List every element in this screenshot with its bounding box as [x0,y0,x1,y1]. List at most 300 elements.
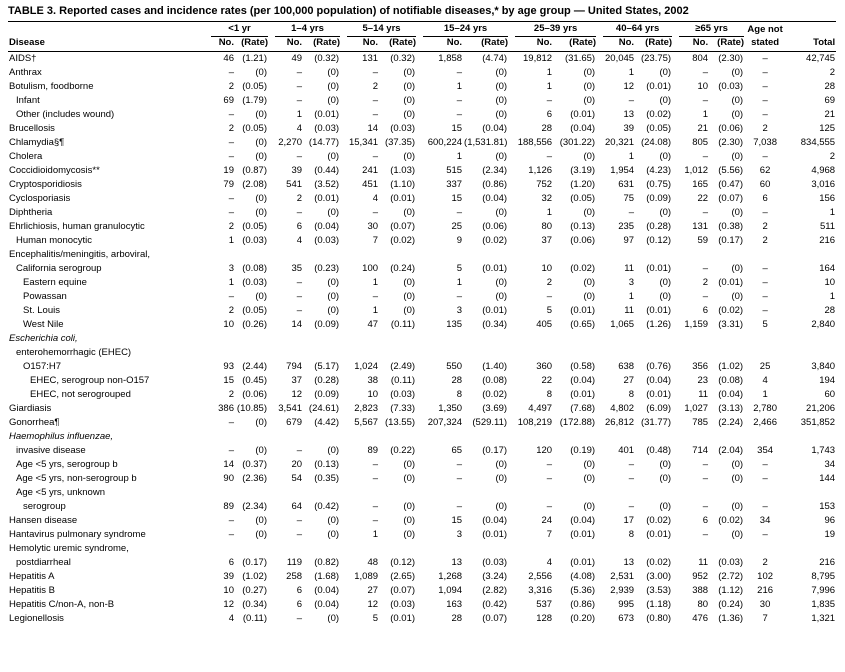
age-not-stated-cell: 34 [759,515,771,526]
count-cell [510,248,554,262]
rate-cell: (1.12) [718,585,744,596]
rate-cell: (37.35) [384,137,416,148]
count-cell: 35 [291,263,303,274]
table-row [8,402,836,416]
count-cell: – [546,151,553,162]
rate-cell: (0.03) [242,235,268,246]
disease-label: Coccidioidomycosis** [9,165,100,176]
rate-cell: (0) [403,529,416,540]
count-cell: 1 [456,277,463,288]
section-header-row [8,332,836,346]
count-cell: 119 [286,557,303,568]
col-no: No. [674,37,710,52]
rate-cell [464,430,510,444]
rate-cell: (0) [583,151,596,162]
rate-cell: (0) [255,109,268,120]
age-group-label: <1 yr [211,23,268,37]
count-cell: 13 [623,557,635,568]
disease-label: Haemophilus influenzae, [9,431,114,442]
col-no: No. [418,37,464,52]
rate-cell: (2.72) [718,571,744,582]
count-cell: 28 [451,375,463,386]
count-cell: 3 [628,277,635,288]
count-cell: – [702,459,709,470]
count-cell: 1 [228,277,234,288]
col-rate: (Rate) [380,37,418,52]
rate-cell: (0.58) [570,361,596,372]
rate-cell: (0.17) [718,235,744,246]
rate-cell: (0) [327,151,340,162]
rate-cell: (0.01) [570,389,596,400]
count-cell: – [628,207,635,218]
rate-cell [710,542,746,556]
count-cell: 4 [546,557,553,568]
count-cell: – [296,529,303,540]
disease-label: Infant [16,95,40,106]
rate-cell: (0.09) [314,319,340,330]
disease-label: West Nile [23,319,64,330]
rate-cell: (5.56) [718,165,744,176]
count-cell: 23 [697,375,709,386]
count-cell: 360 [536,361,553,372]
rate-cell [554,486,598,500]
count-cell: – [546,473,553,484]
rate-cell: (0.02) [646,557,672,568]
count-cell: 2 [228,123,234,134]
table-row [8,276,836,290]
total-cell: 834,555 [800,137,836,148]
age-group-label: 1–4 yrs [275,23,340,37]
rate-cell [380,542,418,556]
count-cell: – [228,291,234,302]
count-cell: 38 [367,375,379,386]
rate-cell: (0.06) [570,235,596,246]
count-cell: 7 [546,529,553,540]
count-cell [674,248,710,262]
total-cell: 1,835 [811,599,836,610]
rate-cell: (0.03) [242,277,268,288]
count-cell [674,346,710,360]
rate-cell: (0) [327,515,340,526]
age-not-stated-cell: 2,780 [753,403,777,414]
rate-cell: (0.34) [482,319,508,330]
rate-cell: (0.13) [314,459,340,470]
total-cell: 125 [819,123,836,134]
total-cell [788,332,836,346]
rate-cell: (0.17) [242,557,268,568]
rate-cell: (0.01) [482,305,508,316]
total-cell: 19 [824,529,836,540]
rate-cell: (2.44) [242,361,268,372]
age-not-stated-cell: 7,038 [753,137,777,148]
count-cell: 1,159 [684,319,709,330]
rate-cell: (1.26) [646,319,672,330]
count-cell: – [456,459,463,470]
rate-cell: (301.22) [559,137,596,148]
count-cell: – [228,151,234,162]
disease-label: Cholera [9,151,43,162]
disease-label: Chlamydia§¶ [9,137,65,148]
count-cell: 1,268 [438,571,463,582]
rate-cell: (0) [403,81,416,92]
table-row [8,150,836,164]
count-cell: 11 [698,557,709,568]
rate-cell [554,430,598,444]
count-cell [270,332,304,346]
count-cell: 1 [372,529,379,540]
count-cell: 3,316 [528,585,553,596]
rate-cell: (0.32) [390,53,416,64]
count-cell: 3 [456,529,463,540]
total-cell [788,346,836,360]
disease-label: Age <5 yrs, unknown [16,487,105,498]
rate-cell: (0.03) [314,123,340,134]
rate-cell [380,346,418,360]
disease-label: Anthrax [9,67,42,78]
count-cell: 2 [228,81,234,92]
rate-cell: (0.24) [718,599,744,610]
table-row [8,472,836,486]
count-cell: 108,219 [517,417,553,428]
count-cell: – [372,109,379,120]
total-cell: 216 [819,235,836,246]
rate-cell: (4.23) [646,165,672,176]
rate-cell: (529.11) [472,417,508,428]
count-cell: 2 [228,305,234,316]
rate-cell: (0) [327,277,340,288]
count-cell: – [372,291,379,302]
count-cell: 6 [702,515,709,526]
count-cell [206,542,236,556]
rate-cell: (24.08) [640,137,672,148]
rate-cell: (1.21) [242,53,268,64]
rate-cell: (0.11) [390,375,416,386]
age-group-label: 5–14 yrs [347,23,416,37]
table-row [8,66,836,80]
rate-cell: (0.01) [482,529,508,540]
count-cell: 1 [372,305,379,316]
count-cell [342,542,380,556]
count-cell: 1 [628,67,635,78]
rate-cell [304,332,342,346]
count-cell: 5 [456,263,463,274]
count-cell: – [628,95,635,106]
age-not-stated-cell [746,486,788,500]
count-cell: 79 [223,179,234,190]
rate-cell: (0.08) [242,263,268,274]
count-cell: 17 [623,515,635,526]
total-cell: 156 [819,193,836,204]
rate-cell: (2.34) [482,165,508,176]
rate-cell: (0) [659,473,672,484]
count-cell: 120 [536,445,553,456]
rate-cell: (0.01) [570,557,596,568]
rate-cell: (0.28) [314,375,340,386]
count-cell: – [628,459,635,470]
rate-cell: (2.36) [242,473,268,484]
rate-cell: (0) [731,207,744,218]
disease-label: Human monocytic [16,235,93,246]
table-row [8,290,836,304]
table-row [8,388,836,402]
count-cell: 356 [692,361,709,372]
rate-cell: (0) [731,291,744,302]
disease-label: EHEC, serogroup non-O157 [30,375,150,386]
rate-cell: (0) [659,151,672,162]
count-cell: 69 [223,95,234,106]
table-row [8,108,836,122]
count-cell [342,332,380,346]
rate-cell: (0.01) [482,263,508,274]
count-cell: 4 [372,193,379,204]
rate-cell: (2.82) [482,585,508,596]
count-cell: 550 [446,361,463,372]
count-cell: 785 [692,417,709,428]
count-cell: – [372,151,379,162]
rate-cell: (0.26) [242,319,268,330]
rate-cell: (4.08) [570,571,596,582]
count-cell: – [702,67,709,78]
count-cell: 2 [372,81,379,92]
count-cell: 4 [296,235,303,246]
count-cell: – [628,501,635,512]
col-no: No. [598,37,636,52]
total-cell: 1 [829,207,836,218]
age-not-stated-cell: – [762,95,768,106]
rate-cell: (0.09) [314,389,340,400]
count-cell: – [296,207,303,218]
rate-cell [236,486,270,500]
rate-cell: (0) [255,151,268,162]
count-cell: 1,024 [354,361,379,372]
disease-label: Gonorrhea¶ [9,417,60,428]
rate-cell: (1.68) [314,571,340,582]
count-cell: – [456,291,463,302]
rate-cell: (3.19) [570,165,596,176]
count-cell: 3 [228,263,234,274]
rate-cell: (0) [403,473,416,484]
rate-cell: (0.04) [570,375,596,386]
count-cell: 80 [541,221,553,232]
section-header-row [8,430,836,444]
rate-cell [236,346,270,360]
count-cell: – [228,109,234,120]
count-cell: 26,812 [605,417,635,428]
age-not-stated-cell: 102 [757,571,774,582]
count-cell: 10 [367,389,379,400]
rate-cell: (0.07) [390,221,416,232]
count-cell: – [228,417,234,428]
rate-cell: (0.27) [242,585,268,596]
rate-cell: (0.24) [390,263,416,274]
count-cell: 207,324 [427,417,463,428]
count-cell: – [702,95,709,106]
rate-cell: (0) [255,291,268,302]
total-cell: 216 [819,557,836,568]
table-row [8,136,836,150]
total-cell: 2 [829,67,836,78]
count-cell: 4,802 [610,403,635,414]
rate-cell [304,248,342,262]
rate-cell: (0.03) [390,389,416,400]
count-cell [342,430,380,444]
count-cell: 1 [456,81,463,92]
age-not-stated-cell: 216 [757,585,774,596]
count-cell: 54 [291,473,303,484]
age-not-stated-cell [746,346,788,360]
rate-cell: (0.01) [570,305,596,316]
rate-cell: (0.17) [482,445,508,456]
count-cell: 10 [223,319,234,330]
age-not-stated-cell: – [762,109,768,120]
rate-cell: (0) [403,95,416,106]
count-cell: 12 [291,389,303,400]
rate-cell: (3.13) [718,403,744,414]
rate-cell: (0) [583,67,596,78]
rate-cell: (0.01) [570,109,596,120]
rate-cell: (0) [255,193,268,204]
count-cell: – [372,459,379,470]
rate-cell: (0) [659,459,672,470]
count-cell: 1 [372,277,379,288]
count-cell: 2 [228,389,234,400]
disease-label: Cyclosporiasis [9,193,71,204]
total-cell: 194 [819,375,836,386]
rate-cell: (0.04) [570,515,596,526]
total-cell [788,430,836,444]
disease-label: invasive disease [16,445,86,456]
rate-cell: (0.06) [482,221,508,232]
rate-cell: (0) [327,95,340,106]
count-cell: – [296,67,303,78]
total-cell: 3,016 [811,179,836,190]
disease-label: Botulism, foodborne [9,81,94,92]
rate-cell: (0) [731,109,744,120]
count-cell: – [546,459,553,470]
rate-cell: (0.12) [646,235,672,246]
count-cell: 638 [618,361,635,372]
table-row [8,206,836,220]
rate-cell: (5.36) [570,585,596,596]
rate-cell: (0) [255,417,268,428]
table-row [8,360,836,374]
count-cell: 20,321 [605,137,635,148]
rate-cell: (0.01) [314,109,340,120]
count-cell: – [296,515,303,526]
rate-cell [464,248,510,262]
rate-cell [464,486,510,500]
rate-cell: (0) [327,445,340,456]
count-cell [418,332,464,346]
rate-cell: (0.01) [646,389,672,400]
count-cell [270,430,304,444]
rate-cell: (0) [403,501,416,512]
count-cell: – [456,109,463,120]
rate-cell: (0) [495,473,508,484]
count-cell: – [296,81,303,92]
col-rate: (Rate) [304,37,342,52]
count-cell: 337 [446,179,463,190]
rate-cell: (0) [583,95,596,106]
disease-label: Hemolytic uremic syndrome, [9,543,129,554]
rate-cell: (0) [659,277,672,288]
age-not-stated-cell: – [762,291,768,302]
count-cell: 10 [223,585,234,596]
rate-cell: (1.03) [390,165,416,176]
count-cell: – [296,151,303,162]
count-cell [342,248,380,262]
rate-cell: (0.05) [242,305,268,316]
count-cell: 6 [296,221,303,232]
rate-cell: (0) [495,151,508,162]
table-row [8,164,836,178]
total-cell: 34 [824,459,836,470]
rate-cell: (3.53) [646,585,672,596]
count-cell: – [372,95,379,106]
count-cell: 15,341 [348,137,379,148]
count-cell [598,248,636,262]
count-cell: 14 [367,123,379,134]
age-not-stated-cell: – [762,305,768,316]
table-row [8,234,836,248]
col-group-under-1yr [206,23,270,37]
count-cell: 131 [362,53,379,64]
rate-cell: (0.01) [390,193,416,204]
rate-cell [380,486,418,500]
count-cell: 714 [692,445,709,456]
disease-label: Diphtheria [9,207,53,218]
rate-cell: (0.03) [718,81,744,92]
count-cell: – [372,515,379,526]
rate-cell: (2.34) [242,501,268,512]
rate-cell: (0) [495,207,508,218]
age-not-stated-cell: 62 [759,165,771,176]
count-cell: – [372,67,379,78]
count-cell: 135 [446,319,463,330]
count-cell [206,486,236,500]
count-cell: 6 [546,109,553,120]
count-cell: – [228,67,234,78]
count-cell [510,430,554,444]
total-cell: 164 [819,263,836,274]
count-cell: 11 [624,305,635,316]
age-not-stated-cell: 5 [762,319,768,330]
rate-cell [304,346,342,360]
section-header-row [8,248,836,262]
count-cell: 15 [223,375,234,386]
rate-cell: (0) [495,501,508,512]
rate-cell: (0.86) [570,599,596,610]
rate-cell: (0) [583,473,596,484]
count-cell: – [702,151,709,162]
rate-cell: (1,531.81) [464,137,508,148]
rate-cell: (3.31) [718,319,744,330]
rate-cell: (0) [731,501,744,512]
rate-cell: (0.02) [482,389,508,400]
age-not-stated-cell [746,332,788,346]
rate-cell: (0) [495,291,508,302]
rate-cell: (0) [731,529,744,540]
count-cell: 19 [223,165,234,176]
count-cell: 1 [456,151,463,162]
col-group-5-14yrs [342,23,418,37]
rate-cell: (0) [255,515,268,526]
count-cell: – [296,305,303,316]
rate-cell: (2.30) [718,53,744,64]
rate-cell: (0.04) [482,123,508,134]
rate-cell: (0.86) [482,179,508,190]
age-not-stated-cell: 25 [759,361,771,372]
